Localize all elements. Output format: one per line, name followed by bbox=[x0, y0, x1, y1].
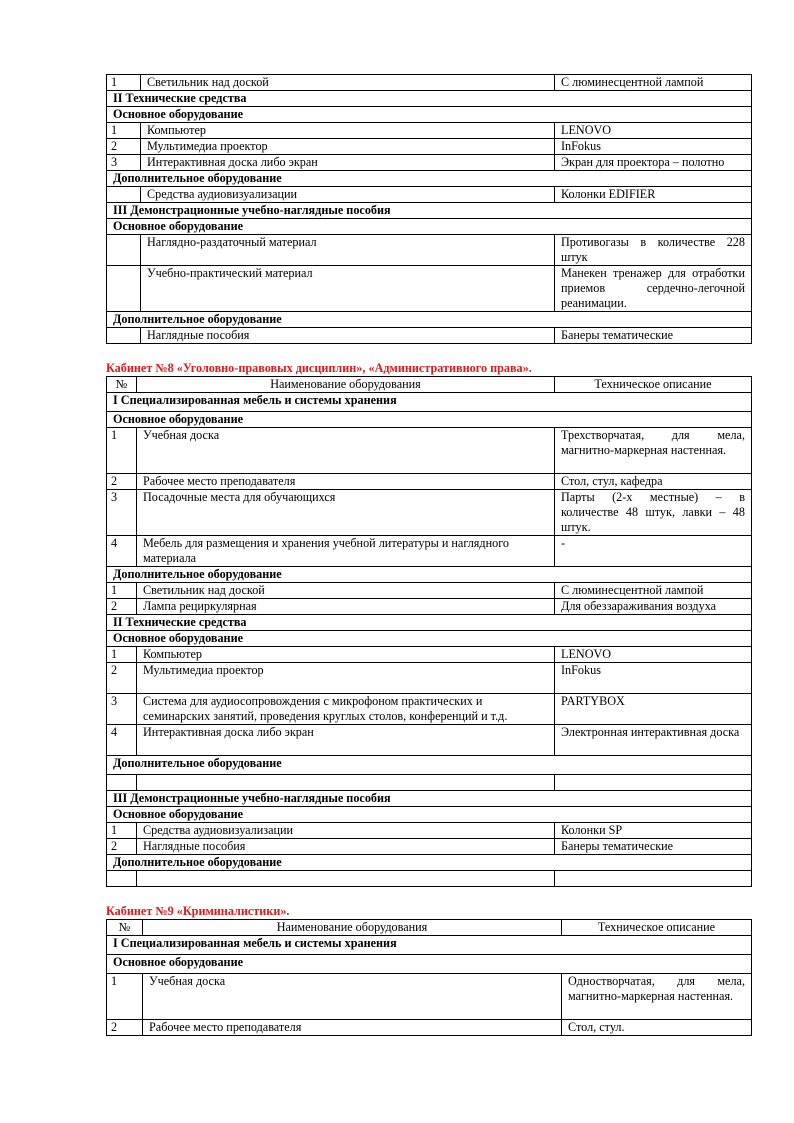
table-row bbox=[107, 328, 752, 344]
section-label: III Демонстрационные учебно-наглядные пособия bbox=[107, 203, 752, 219]
section-label: Дополнительное оборудование bbox=[107, 312, 752, 328]
table-row bbox=[107, 474, 752, 490]
item-number: 1 bbox=[107, 647, 137, 663]
item-number bbox=[107, 235, 141, 266]
table-row bbox=[107, 139, 752, 155]
item-number: 1 bbox=[107, 75, 141, 91]
equipment-table-continued bbox=[106, 74, 752, 344]
item-description: Для обеззараживания воздуха bbox=[555, 599, 752, 615]
section-label: Дополнительное оборудование bbox=[107, 171, 752, 187]
section-label: Основное оборудование bbox=[107, 107, 752, 123]
equipment-table-body bbox=[107, 75, 752, 344]
item-number: 2 bbox=[107, 839, 137, 855]
item-name bbox=[137, 871, 555, 887]
section-label: III Демонстрационные учебно-наглядные пособия bbox=[107, 791, 752, 807]
item-name: Наглядно-раздаточный материал bbox=[141, 235, 555, 266]
table-row bbox=[107, 839, 752, 855]
item-name: Светильник над доской bbox=[137, 583, 555, 599]
section-row bbox=[107, 615, 752, 631]
table-row bbox=[107, 536, 752, 567]
section-row bbox=[107, 107, 752, 123]
table-row bbox=[107, 775, 752, 791]
cabinet-8-title: Кабинет №8 «Уголовно-правовых дисциплин», «Административного права». bbox=[106, 361, 532, 375]
table-row bbox=[107, 694, 752, 725]
cabinet-9-table bbox=[106, 919, 752, 1036]
item-description: Трехстворчатая, для мела, магнитно-маркерная настенная. bbox=[555, 428, 752, 474]
section-row bbox=[107, 171, 752, 187]
table-row bbox=[107, 663, 752, 694]
item-number: 1 bbox=[107, 428, 137, 474]
item-number: 4 bbox=[107, 536, 137, 567]
item-description: Стол, стул. bbox=[562, 1020, 752, 1036]
section-label: Основное оборудование bbox=[107, 412, 752, 428]
section-label: Дополнительное оборудование bbox=[107, 855, 752, 871]
item-name: Система для аудиосопровождения с микрофоном практических и семинарских занятий, проведения круглых столов, конференций и т.д. bbox=[137, 694, 555, 725]
item-name: Учебная доска bbox=[143, 974, 562, 1020]
item-name: Мультимедиа проектор bbox=[137, 663, 555, 694]
section-row bbox=[107, 631, 752, 647]
item-name: Компьютер bbox=[141, 123, 555, 139]
item-description: Манекен тренажер для отработки приемов сердечно-легочной реанимации. bbox=[555, 266, 752, 312]
table-row bbox=[107, 155, 752, 171]
item-name: Светильник над доской bbox=[141, 75, 555, 91]
section-row bbox=[107, 807, 752, 823]
item-description: Колонки EDIFIER bbox=[555, 187, 752, 203]
cabinet-9-table-body bbox=[107, 936, 752, 1036]
item-number: 2 bbox=[107, 599, 137, 615]
header-desc: Техническое описание bbox=[555, 377, 752, 393]
item-description: - bbox=[555, 536, 752, 567]
item-number: 3 bbox=[107, 490, 137, 536]
item-name: Учебно-практический материал bbox=[141, 266, 555, 312]
item-number: 1 bbox=[107, 974, 143, 1020]
section-row bbox=[107, 756, 752, 775]
section-label: II Технические средства bbox=[107, 615, 752, 631]
cabinet-8-table bbox=[106, 376, 752, 887]
section-label: II Технические средства bbox=[107, 91, 752, 107]
item-description: Противогазы в количестве 228 штук bbox=[555, 235, 752, 266]
table-row bbox=[107, 599, 752, 615]
item-number: 1 bbox=[107, 123, 141, 139]
table-row bbox=[107, 187, 752, 203]
item-description: LENOVO bbox=[555, 123, 752, 139]
item-name: Рабочее место преподавателя bbox=[143, 1020, 562, 1036]
document-page bbox=[106, 74, 751, 1036]
item-description: InFokus bbox=[555, 139, 752, 155]
header-name: Наименование оборудования bbox=[143, 920, 562, 936]
section-row bbox=[107, 393, 752, 412]
section-row bbox=[107, 203, 752, 219]
table-header-row bbox=[107, 377, 752, 393]
item-number bbox=[107, 775, 137, 791]
table-row bbox=[107, 75, 752, 91]
section-row bbox=[107, 567, 752, 583]
item-description bbox=[555, 871, 752, 887]
item-description: С люминесцентной лампой bbox=[555, 583, 752, 599]
item-number bbox=[107, 328, 141, 344]
section-row bbox=[107, 955, 752, 974]
section-label: Основное оборудование bbox=[107, 807, 752, 823]
item-description: LENOVO bbox=[555, 647, 752, 663]
item-name: Наглядные пособия bbox=[137, 839, 555, 855]
section-row bbox=[107, 312, 752, 328]
section-row bbox=[107, 91, 752, 107]
section-label: I Специализированная мебель и системы хранения bbox=[107, 936, 752, 955]
item-number bbox=[107, 871, 137, 887]
table-header-row bbox=[107, 920, 752, 936]
item-name: Средства аудиовизуализации bbox=[137, 823, 555, 839]
table-row bbox=[107, 266, 752, 312]
header-num: № bbox=[107, 920, 143, 936]
item-number bbox=[107, 266, 141, 312]
item-description: Банеры тематические bbox=[555, 328, 752, 344]
table-row bbox=[107, 583, 752, 599]
section-row bbox=[107, 219, 752, 235]
table-row bbox=[107, 235, 752, 266]
section-label: Основное оборудование bbox=[107, 631, 752, 647]
item-description: Банеры тематические bbox=[555, 839, 752, 855]
header-num: № bbox=[107, 377, 137, 393]
item-number: 3 bbox=[107, 155, 141, 171]
item-description: InFokus bbox=[555, 663, 752, 694]
item-name: Интерактивная доска либо экран bbox=[137, 725, 555, 756]
item-number: 2 bbox=[107, 1020, 143, 1036]
item-number: 1 bbox=[107, 583, 137, 599]
item-number: 4 bbox=[107, 725, 137, 756]
item-name: Мультимедиа проектор bbox=[141, 139, 555, 155]
item-name: Рабочее место преподавателя bbox=[137, 474, 555, 490]
item-number: 2 bbox=[107, 474, 137, 490]
item-name: Лампа рециркулярная bbox=[137, 599, 555, 615]
item-description: Колонки SP bbox=[555, 823, 752, 839]
section-label: Дополнительное оборудование bbox=[107, 756, 752, 775]
section-row bbox=[107, 791, 752, 807]
header-desc: Техническое описание bbox=[562, 920, 752, 936]
item-name: Интерактивная доска либо экран bbox=[141, 155, 555, 171]
cabinet-9-title: Кабинет №9 «Криминалистики». bbox=[106, 904, 290, 918]
item-description: С люминесцентной лампой bbox=[555, 75, 752, 91]
item-name: Компьютер bbox=[137, 647, 555, 663]
item-name: Учебная доска bbox=[137, 428, 555, 474]
table-row bbox=[107, 823, 752, 839]
item-description bbox=[555, 775, 752, 791]
table-row bbox=[107, 974, 752, 1020]
item-description: Стол, стул, кафедра bbox=[555, 474, 752, 490]
section-label: Основное оборудование bbox=[107, 955, 752, 974]
item-name bbox=[137, 775, 555, 791]
item-description: Одностворчатая, для мела, магнитно-маркерная настенная. bbox=[562, 974, 752, 1020]
item-name: Посадочные места для обучающихся bbox=[137, 490, 555, 536]
item-name: Мебель для размещения и хранения учебной литературы и наглядного материала bbox=[137, 536, 555, 567]
header-name: Наименование оборудования bbox=[137, 377, 555, 393]
cabinet-8-table-body bbox=[107, 393, 752, 887]
item-number: 1 bbox=[107, 823, 137, 839]
item-number bbox=[107, 187, 141, 203]
section-row bbox=[107, 412, 752, 428]
section-label: Дополнительное оборудование bbox=[107, 567, 752, 583]
item-number: 2 bbox=[107, 139, 141, 155]
table-row bbox=[107, 647, 752, 663]
item-name: Средства аудиовизуализации bbox=[141, 187, 555, 203]
section-row bbox=[107, 855, 752, 871]
table-row bbox=[107, 428, 752, 474]
item-description: PARTYBOX bbox=[555, 694, 752, 725]
table-row bbox=[107, 490, 752, 536]
item-description: Электронная интерактивная доска bbox=[555, 725, 752, 756]
section-label: Основное оборудование bbox=[107, 219, 752, 235]
item-number: 2 bbox=[107, 663, 137, 694]
table-row bbox=[107, 871, 752, 887]
item-number: 3 bbox=[107, 694, 137, 725]
item-name: Наглядные пособия bbox=[141, 328, 555, 344]
table-row bbox=[107, 725, 752, 756]
item-description: Экран для проектора – полотно bbox=[555, 155, 752, 171]
section-row bbox=[107, 936, 752, 955]
table-row bbox=[107, 123, 752, 139]
table-row bbox=[107, 1020, 752, 1036]
section-label: I Специализированная мебель и системы хранения bbox=[107, 393, 752, 412]
item-description: Парты (2-х местные) – в количестве 48 штук, лавки – 48 штук. bbox=[555, 490, 752, 536]
